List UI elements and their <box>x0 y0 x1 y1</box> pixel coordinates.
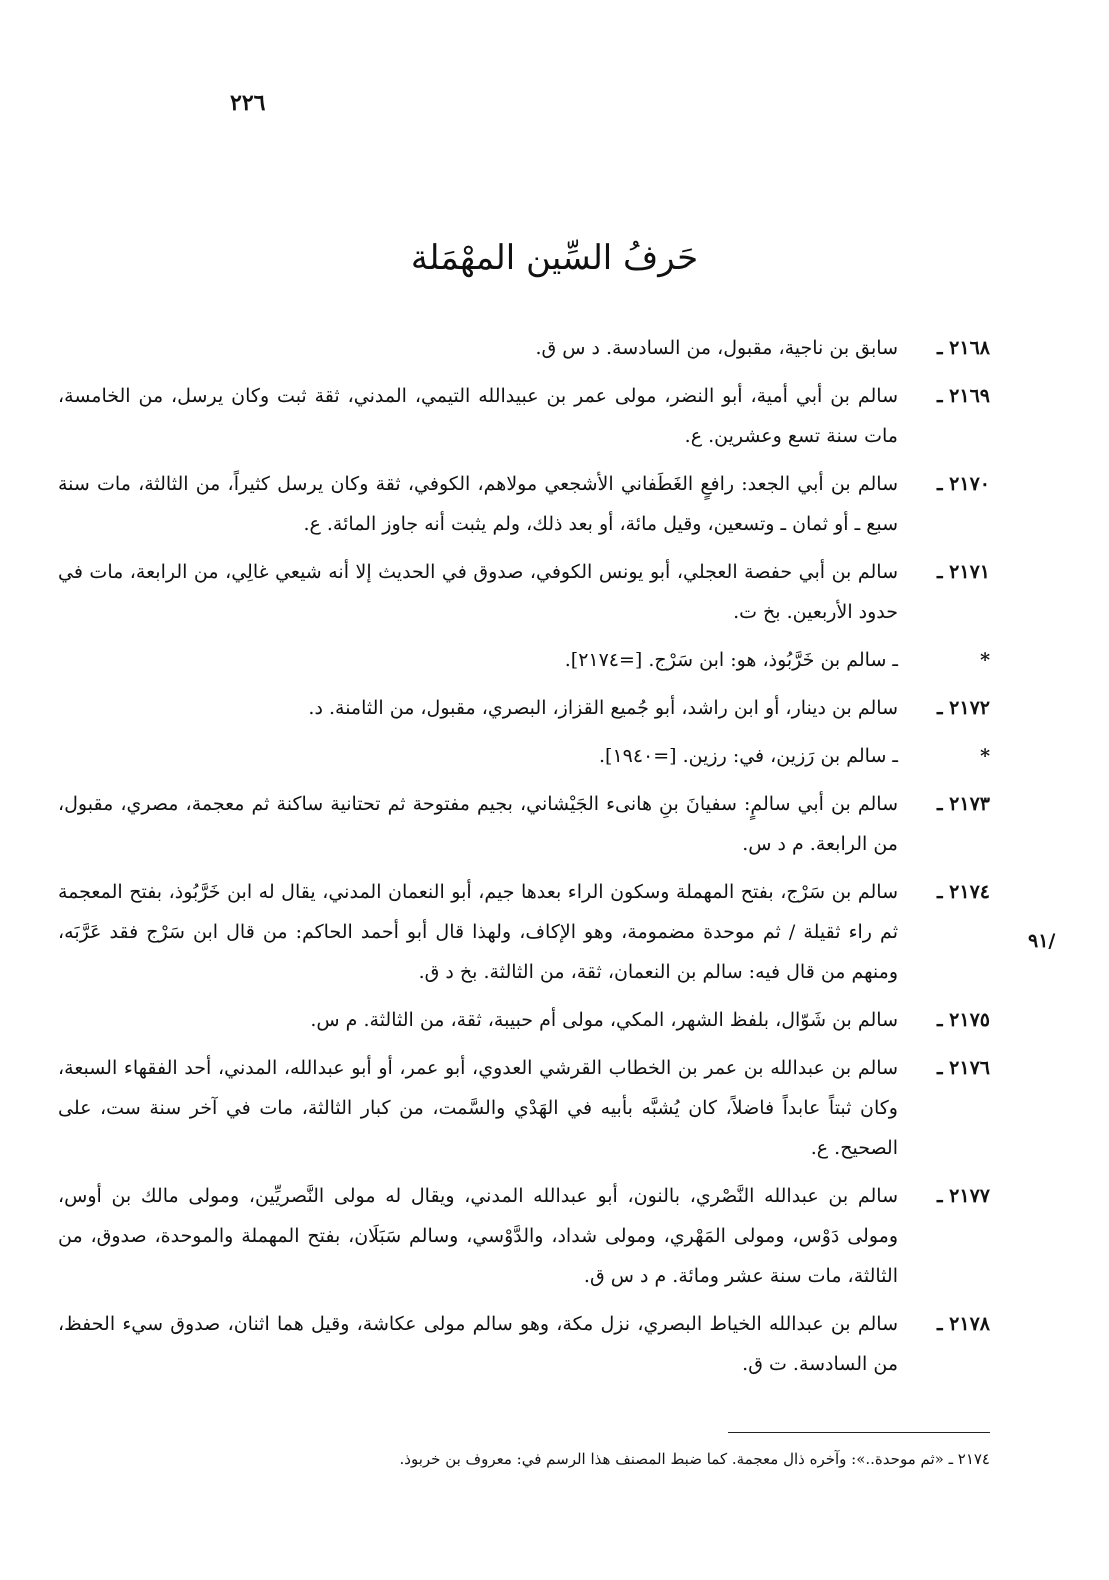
entry-number: ٢١٧٣ ـ <box>936 793 990 815</box>
entry-2171 <box>58 552 990 632</box>
entry-text: سالم بن عبدالله الخياط البصري، نزل مكة، وهو سالم مولى عكاشة، وقيل هما اثنان، صدوق سيء الحفظ، من السادسة. ت ق. <box>58 1313 898 1375</box>
entry-number: ٢١٧١ ـ <box>936 561 990 583</box>
entry-2177 <box>58 1176 990 1296</box>
cross-reference-entry <box>58 640 990 680</box>
entry-2172 <box>58 688 990 728</box>
entry-number: ٢١٧٦ ـ <box>936 1057 990 1079</box>
entry-2169 <box>58 376 990 456</box>
entry-number: ٢١٧٧ ـ <box>936 1185 990 1207</box>
entry-text: ـ سالم بن خَرَّبُوذ، هو: ابن سَرْج. [=٢١٧٤]. <box>564 649 898 671</box>
entry-text: سالم بن عبدالله النَّصْري، بالنون، أبو عبدالله المدني، ويقال له مولى النَّصريِّين، ومولى مالك بن أوس، ومولى دَوْس، ومولى المَهْري، ومولى شداد، والدَّوْسي، وسالم سَبَلَان، بفتح المهملة والموحدة، صدوق، من الثالثة، مات سنة عشر ومائة. م د س ق. <box>58 1185 898 1287</box>
entry-number: ٢١٧٠ ـ <box>936 473 990 495</box>
entry-number: ٢١٦٨ ـ <box>936 337 990 359</box>
entry-number: ٢١٧٢ ـ <box>936 697 990 719</box>
entry-2174 <box>58 872 990 992</box>
asterisk-marker: * <box>980 745 990 767</box>
entry-number: ٢١٧٤ ـ <box>936 881 990 903</box>
entry-number: ٢١٦٩ ـ <box>936 385 990 407</box>
entry-number: ٢١٧٨ ـ <box>936 1313 990 1335</box>
entry-2175 <box>58 1000 990 1040</box>
page-number: ٢٢٦ <box>230 90 266 116</box>
entry-text: سالم بن أبي الجعد: رافعٍ الغَطَفاني الأشجعي مولاهم، الكوفي، ثقة وكان يرسل كثيراً، من الثالثة، مات سنة سبع ـ أو ثمان ـ وتسعين، وقيل مائة، أو بعد ذلك، ولم يثبت أنه جاوز المائة. ع. <box>58 473 898 535</box>
footnote: ٢١٧٤ ـ «ثم موحدة..»: وآخره ذال معجمة. كما ضبط المصنف هذا الرسم في: معروف بن خربوذ. <box>399 1450 990 1468</box>
entry-2178 <box>58 1304 990 1384</box>
entry-text: سالم بن سَرْج، بفتح المهملة وسكون الراء بعدها جيم، أبو النعمان المدني، يقال له ابن خَرَّبُوذ، بفتح المعجمة ثم راء ثقيلة / ثم موحدة مضمومة، وهو الإكاف، ولهذا قال أبو أحمد الحاكم: من قال ابن سَرْج فقد عَرَّبَه، ومنهم من قال فيه: سالم بن النعمان، ثقة، من الثالثة. بخ د ق. <box>58 881 898 983</box>
entry-text: سالم بن دينار، أو ابن راشد، أبو جُميع القزاز، البصري، مقبول، من الثامنة. د. <box>308 697 898 719</box>
entry-number: ٢١٧٥ ـ <box>936 1009 990 1031</box>
entry-2170 <box>58 464 990 544</box>
asterisk-marker: * <box>980 649 990 671</box>
entry-text: سابق بن ناجية، مقبول، من السادسة. د س ق. <box>535 337 898 359</box>
manuscript-folio-note: /٩١ <box>1028 930 1056 952</box>
entry-text: ـ سالم بن رَزين، في: رزين. [=١٩٤٠]. <box>598 745 898 767</box>
entry-text: سالم بن أبي أمية، أبو النضر، مولى عمر بن عبيدالله التيمي، المدني، ثقة ثبت وكان يرسل، من الخامسة، مات سنة تسع وعشرين. ع. <box>58 385 898 447</box>
entry-list <box>58 328 990 1392</box>
entry-text: سالم بن شَوّال، بلفظ الشهر، المكي، مولى أم حبيبة، ثقة، من الثالثة. م س. <box>310 1009 898 1031</box>
entry-text: سالم بن أبي حفصة العجلي، أبو يونس الكوفي، صدوق في الحديث إلا أنه شيعي غالِي، من الرابعة، مات في حدود الأربعين. بخ ت. <box>58 561 898 623</box>
entry-text: سالم بن عبدالله بن عمر بن الخطاب القرشي العدوي، أبو عمر، أو أبو عبدالله، المدني، أحد الفقهاء السبعة، وكان ثبتاً عابداً فاضلاً، كان يُشبَّه بأبيه في الهَدْي والسَّمت، من كبار الثالثة، مات في آخر سنة ست، على الصحيح. ع. <box>58 1057 898 1159</box>
cross-reference-entry <box>58 736 990 776</box>
chapter-title: حَرفُ السِّين المهْمَلة <box>410 238 699 278</box>
entry-2168 <box>58 328 990 368</box>
entry-2176 <box>58 1048 990 1168</box>
entry-2173 <box>58 784 990 864</box>
entry-text: سالم بن أبي سالمٍ: سفيانَ بنِ هانىء الجَيْشاني، بجيم مفتوحة ثم تحتانية ساكنة ثم معجمة، مصري، مقبول، من الرابعة. م د س. <box>58 793 898 855</box>
footnote-divider <box>728 1432 990 1433</box>
